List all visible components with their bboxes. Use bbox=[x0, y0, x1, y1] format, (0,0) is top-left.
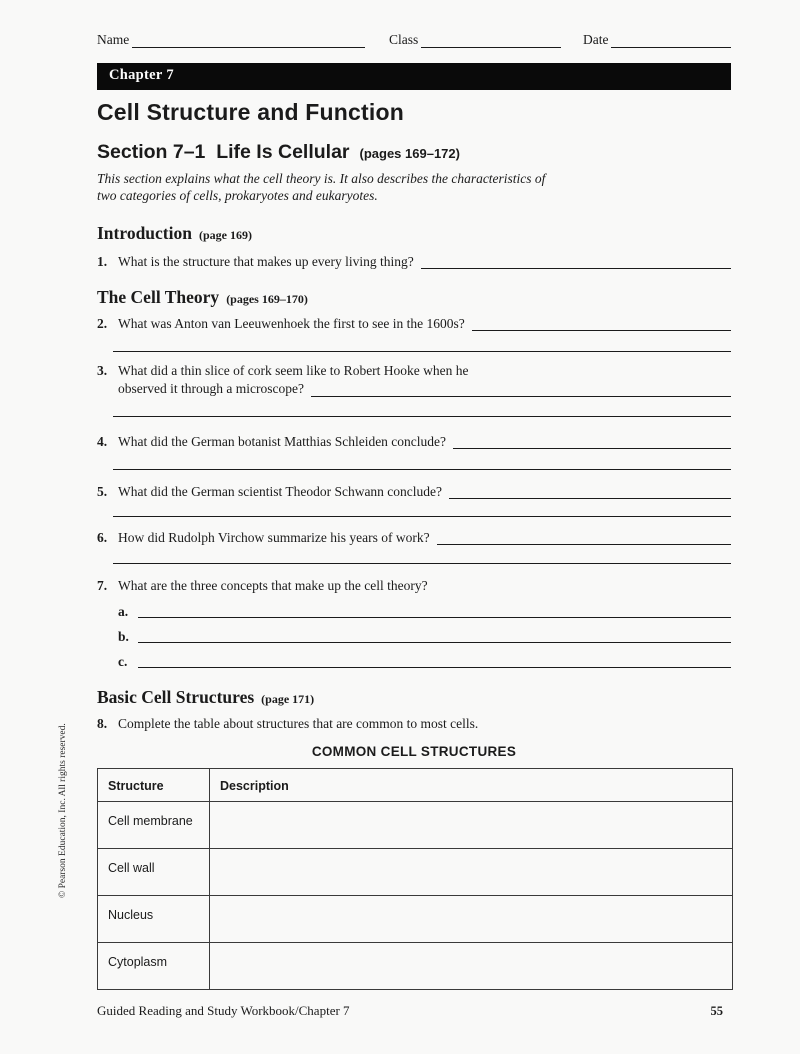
heading-cell-theory bbox=[97, 287, 731, 308]
date-field bbox=[583, 32, 731, 48]
heading-introduction bbox=[97, 223, 731, 244]
class-label: Class bbox=[389, 32, 419, 47]
question-2-text: What was Anton van Leeuwenhoek the first to see in the 1600s? bbox=[118, 316, 465, 331]
question-6-text: How did Rudolph Virchow summarize his years of work? bbox=[118, 530, 430, 545]
table-row bbox=[98, 802, 733, 849]
row-label-cell-wall: Cell wall bbox=[98, 849, 210, 896]
question-7-item-c bbox=[118, 655, 731, 669]
heading-basic-structures-text: Basic Cell Structures bbox=[97, 687, 255, 707]
date-label: Date bbox=[583, 32, 609, 47]
copyright-margin-note: © Pearson Education, Inc. All rights reserved. bbox=[58, 723, 68, 898]
footer-book-title: Guided Reading and Study Workbook/Chapter 7 bbox=[97, 1003, 350, 1018]
table-title: COMMON CELL STRUCTURES bbox=[311, 744, 517, 759]
date-blank[interactable] bbox=[611, 35, 731, 48]
question-2-number: 2. bbox=[97, 316, 108, 331]
question-4-number: 4. bbox=[97, 434, 108, 449]
answer-blank-q4[interactable] bbox=[453, 448, 731, 449]
answer-blank-q7b[interactable] bbox=[138, 642, 731, 643]
heading-introduction-pages: (page 169) bbox=[198, 228, 252, 242]
answer-blank-q7a[interactable] bbox=[138, 617, 731, 618]
heading-cell-theory-text: The Cell Theory bbox=[97, 287, 220, 307]
question-5-text: What did the German scientist Theodor Schwann conclude? bbox=[118, 484, 443, 499]
question-3-continued bbox=[118, 379, 731, 398]
question-5-number: 5. bbox=[97, 484, 108, 499]
page-title: Cell Structure and Function bbox=[97, 99, 404, 125]
answer-line-q2[interactable] bbox=[113, 350, 731, 352]
row-label-cytoplasm: Cytoplasm bbox=[98, 943, 210, 990]
question-4 bbox=[97, 434, 731, 450]
question-4-text: What did the German botanist Matthias Schleiden conclude? bbox=[118, 434, 447, 449]
column-header-description: Description bbox=[210, 769, 733, 802]
question-6-number: 6. bbox=[97, 530, 108, 545]
class-blank[interactable] bbox=[421, 35, 561, 48]
heading-introduction-text: Introduction bbox=[97, 223, 192, 243]
question-2 bbox=[97, 316, 731, 332]
question-8 bbox=[97, 716, 731, 732]
table-row bbox=[98, 849, 733, 896]
item-a-label: a. bbox=[118, 604, 129, 619]
table-row bbox=[98, 943, 733, 990]
answer-blank-q2[interactable] bbox=[472, 330, 731, 331]
answer-blank-q6[interactable] bbox=[437, 544, 731, 545]
item-c-label: c. bbox=[118, 654, 128, 669]
row-label-cell-membrane: Cell membrane bbox=[98, 802, 210, 849]
header-fields bbox=[97, 32, 731, 48]
column-header-structure: Structure bbox=[98, 769, 210, 802]
table-row bbox=[98, 896, 733, 943]
question-5 bbox=[97, 484, 731, 500]
question-3-text-line1: What did a thin slice of cork seem like to Robert Hooke when he bbox=[118, 363, 469, 378]
question-3 bbox=[97, 363, 731, 379]
section-summary: This section explains what the cell theory is. It also describes the characteristics of two categories of cells, prokaryotes and eukaryotes. bbox=[97, 171, 546, 203]
heading-cell-theory-pages: (pages 169–170) bbox=[226, 292, 308, 306]
answer-line-q4[interactable] bbox=[113, 468, 731, 470]
table-header-row bbox=[98, 769, 733, 802]
description-blank-nucleus[interactable] bbox=[210, 896, 733, 943]
question-1 bbox=[97, 254, 731, 270]
page-number: 55 bbox=[710, 1004, 723, 1018]
section-pages-ref: (pages 169–172) bbox=[359, 146, 460, 161]
class-field bbox=[389, 32, 561, 48]
description-blank-cell-wall[interactable] bbox=[210, 849, 733, 896]
worksheet-page bbox=[97, 0, 731, 1019]
answer-blank-q1[interactable] bbox=[421, 268, 731, 269]
description-blank-cytoplasm[interactable] bbox=[210, 943, 733, 990]
description-blank-cell-membrane[interactable] bbox=[210, 802, 733, 849]
common-cell-structures-table bbox=[97, 768, 733, 990]
section-heading bbox=[97, 141, 731, 164]
question-7-number: 7. bbox=[97, 578, 108, 593]
answer-blank-q5[interactable] bbox=[449, 498, 731, 499]
question-1-number: 1. bbox=[97, 254, 108, 269]
page-footer bbox=[97, 1003, 731, 1019]
question-7-text: What are the three concepts that make up the cell theory? bbox=[118, 578, 428, 593]
name-label: Name bbox=[97, 32, 130, 47]
question-8-number: 8. bbox=[97, 716, 108, 731]
question-7-item-a bbox=[118, 605, 731, 619]
question-1-text: What is the structure that makes up every living thing? bbox=[118, 254, 414, 269]
question-8-text: Complete the table about structures that are common to most cells. bbox=[118, 716, 479, 731]
answer-line-q5[interactable] bbox=[113, 515, 731, 517]
question-7-item-b bbox=[118, 630, 731, 644]
row-label-nucleus: Nucleus bbox=[98, 896, 210, 943]
heading-basic-structures-pages: (page 171) bbox=[261, 692, 315, 706]
question-6 bbox=[97, 530, 731, 546]
question-3-text-line2: observed it through a microscope? bbox=[118, 381, 304, 396]
answer-line-q3[interactable] bbox=[113, 415, 731, 417]
item-b-label: b. bbox=[118, 629, 129, 644]
heading-basic-structures bbox=[97, 687, 731, 708]
section-heading-text: Section 7–1 Life Is Cellular bbox=[97, 141, 350, 163]
question-3-number: 3. bbox=[97, 363, 108, 378]
name-field bbox=[97, 32, 365, 48]
name-blank[interactable] bbox=[132, 35, 365, 48]
question-7 bbox=[97, 578, 731, 594]
answer-line-q6[interactable] bbox=[113, 562, 731, 564]
answer-blank-q3[interactable] bbox=[311, 396, 731, 397]
answer-blank-q7c[interactable] bbox=[138, 667, 731, 668]
chapter-banner: Chapter 7 bbox=[97, 63, 731, 90]
